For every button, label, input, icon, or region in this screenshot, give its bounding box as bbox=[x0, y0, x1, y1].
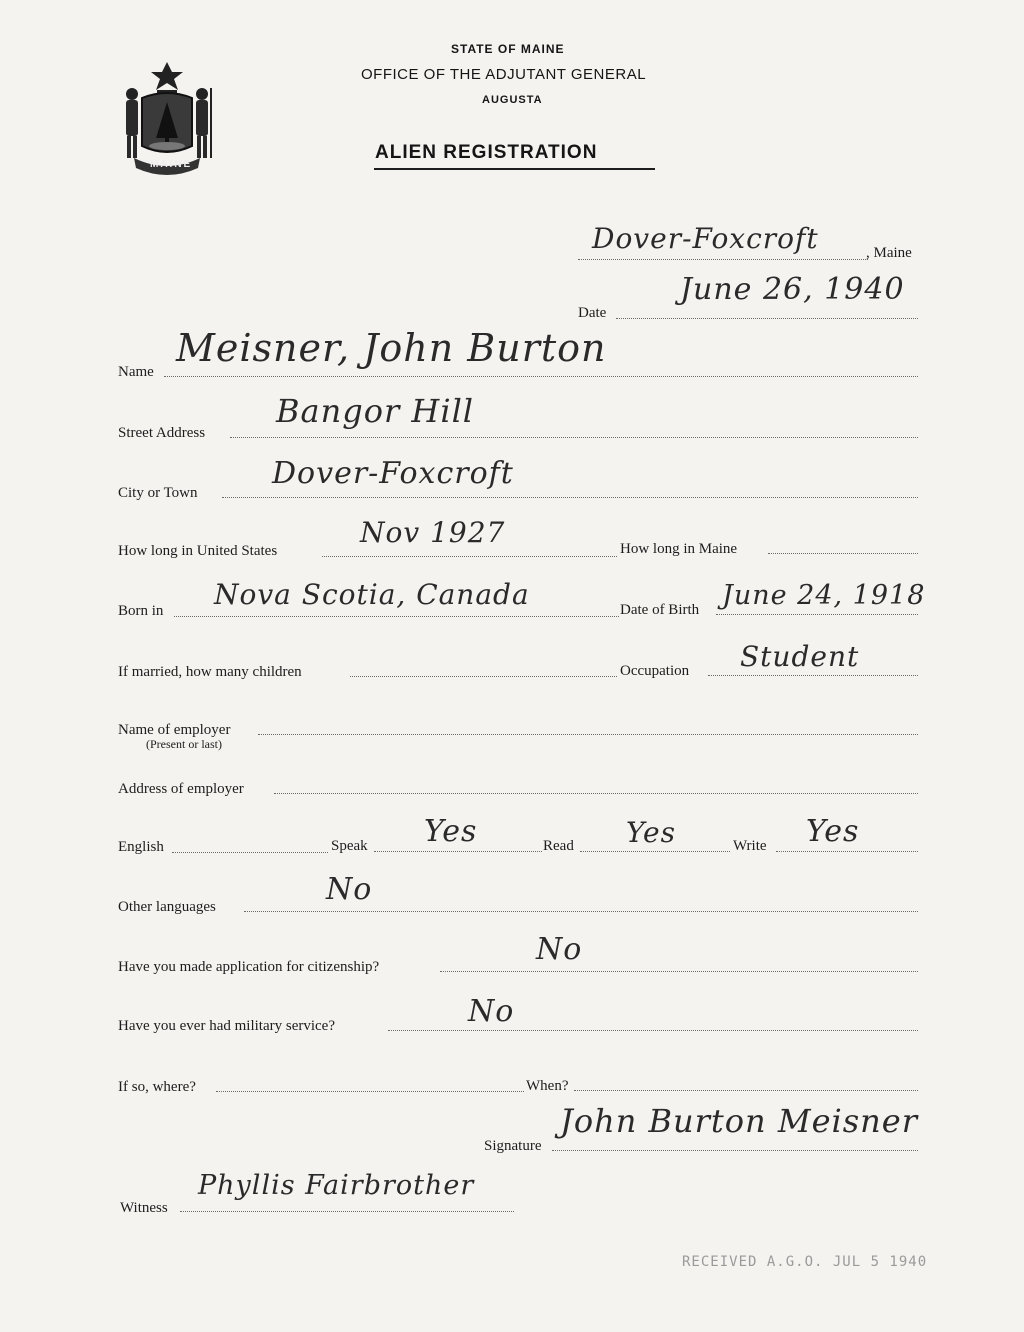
occupation-label: Occupation bbox=[620, 663, 690, 679]
employer-note: (Present or last) bbox=[146, 737, 222, 751]
occupation-value: Student bbox=[740, 640, 860, 673]
employer-label: Name of employer bbox=[118, 722, 231, 738]
witness-value: Phyllis Fairbrother bbox=[198, 1170, 475, 1201]
signature-value: John Burton Meisner bbox=[560, 1102, 919, 1140]
city-label: City or Town bbox=[118, 485, 198, 501]
title-underline bbox=[374, 168, 655, 170]
other-languages-label: Other languages bbox=[118, 899, 216, 915]
dob-value: June 24, 1918 bbox=[722, 580, 926, 611]
born-in-value: Nova Scotia, Canada bbox=[214, 578, 530, 611]
how-long-us-label: How long in United States bbox=[118, 543, 278, 559]
write-value: Yes bbox=[806, 814, 860, 849]
read-label: Read bbox=[543, 838, 574, 854]
witness-label: Witness bbox=[120, 1200, 168, 1216]
if-so-where-label: If so, where? bbox=[118, 1079, 196, 1095]
speak-value: Yes bbox=[424, 814, 478, 849]
received-stamp: RECEIVED A.G.O. JUL 5 1940 bbox=[682, 1254, 928, 1270]
read-value: Yes bbox=[626, 816, 676, 849]
place-suffix-label: , Maine bbox=[866, 245, 912, 261]
street-label: Street Address bbox=[118, 425, 206, 441]
maine-state-seal-icon bbox=[112, 58, 222, 178]
dob-label: Date of Birth bbox=[620, 602, 700, 618]
date-value: June 26, 1940 bbox=[680, 272, 905, 307]
place-value: Dover-Foxcroft bbox=[592, 222, 819, 255]
english-label: English bbox=[118, 839, 164, 855]
how-long-us-value: Nov 1927 bbox=[360, 516, 506, 549]
other-languages-value: No bbox=[326, 872, 373, 907]
speak-label: Speak bbox=[331, 838, 368, 854]
name-value: Meisner, John Burton bbox=[176, 326, 607, 370]
born-in-label: Born in bbox=[118, 603, 164, 619]
citizenship-value: No bbox=[536, 932, 583, 967]
city-value: Dover-Foxcroft bbox=[272, 456, 514, 491]
page-title: ALIEN REGISTRATION bbox=[375, 142, 598, 163]
header-office: OFFICE OF THE ADJUTANT GENERAL bbox=[361, 66, 647, 83]
street-value: Bangor Hill bbox=[276, 392, 475, 430]
header-state: STATE OF MAINE bbox=[451, 42, 565, 56]
signature-label: Signature bbox=[484, 1138, 542, 1154]
date-label: Date bbox=[578, 305, 607, 321]
married-label: If married, how many children bbox=[118, 664, 302, 680]
write-label: Write bbox=[733, 838, 767, 854]
header-city: AUGUSTA bbox=[482, 94, 543, 106]
military-label: Have you ever had military service? bbox=[118, 1018, 335, 1034]
name-label: Name bbox=[118, 364, 154, 380]
citizenship-label: Have you made application for citizenship? bbox=[118, 959, 380, 975]
when-label: When? bbox=[526, 1078, 569, 1094]
military-value: No bbox=[468, 994, 515, 1029]
how-long-maine-label: How long in Maine bbox=[620, 541, 738, 557]
employer-address-label: Address of employer bbox=[118, 781, 244, 797]
seal-banner-text: MAINE bbox=[150, 159, 193, 170]
